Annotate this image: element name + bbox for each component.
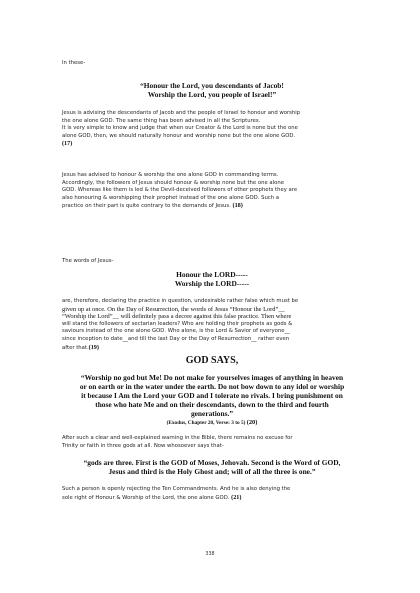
paragraph-line: It is very simple to know and judge that when our Creator & the Lord is none but the one: [62, 125, 298, 132]
paragraph-1: [62, 110, 362, 149]
quote-commandments: [62, 373, 362, 418]
quote-trinity: [62, 458, 362, 476]
reference-number: (17): [62, 140, 73, 148]
paragraph-line: Trinity or faith in three gods at all. Now whosoever says that-: [62, 442, 224, 449]
paragraph-3: [62, 298, 362, 352]
quote-honour-worship: [62, 270, 362, 288]
quote-line: “Worship no god but Me! Do not make for yourselves images of anything in heaven: [80, 373, 344, 382]
paragraph-line: saviours instead of the one alone GOD. Who alone, is the Lord & Savior of everyone__: [62, 328, 290, 335]
paragraph-2: [62, 172, 362, 211]
source-citation: [62, 419, 362, 427]
paragraph-line: “Worship the Lord”__ will definitely pass a decree against this false practice. Then where: [62, 313, 292, 321]
paragraph-line: given up at once. On the Day of Resurrection, the words of Jesus “Honour the Lord”__: [62, 305, 285, 313]
quote-line: “gods are three. First is the GOD of Moses, Jehovah. Second is the Word of GOD,: [83, 458, 341, 467]
paragraph-4: [62, 435, 362, 450]
paragraph-5: [62, 486, 362, 502]
quote-honour-lord: [62, 81, 362, 99]
quote-line: it because I Am the Lord your GOD and I tolerate no rivals. I bring punishment on: [81, 391, 343, 400]
reference-number: (20): [246, 419, 258, 426]
paragraph-line: alone GOD, then, we should naturally honour and worship none but the one alone GOD.: [62, 132, 296, 139]
paragraph-line: GOD. Whereas like them is led & the Devil-deceived followers of other prophets they are: [62, 187, 298, 194]
quote-line: Honour the LORD-----: [176, 270, 248, 279]
paragraph-line: sole right of Honour & Worship of the Lord, the one alone GOD.: [62, 494, 230, 501]
quote-line: or on earth or in the water under the earth. Do not bow down to any idol or worship: [79, 382, 345, 391]
paragraph-line: Such a person is openly rejecting the Ten Commandments. And he is also denying the: [62, 486, 291, 492]
intro-text: In these-: [62, 60, 86, 66]
citation-text: (Exodus, Chapter 20, Verse: 3 to 5): [166, 420, 246, 426]
paragraph-line: will stand the followers of sectarian leaders? Who are holding their prophets as gods &: [62, 320, 293, 327]
quote-line: Jesus and third is the Holy Ghost and; will of all the three is one.”: [108, 467, 316, 476]
paragraph-line: since inception to date__and till the last Day or the Day of Resurrection__ rather even: [62, 335, 290, 342]
paragraph-line: Jesus has advised to honour & worship the one alone GOD in commanding terms.: [62, 172, 279, 178]
paragraph-line: also honouring & worshipping their prophet instead of the one alone GOD. Such a: [62, 194, 280, 201]
paragraph-line: after that.: [62, 344, 89, 351]
paragraph-line: the one alone GOD. The same thing has been advised in all the Scriptures.: [62, 117, 261, 124]
words-of-jesus-text: The words of Jesus-: [62, 258, 114, 264]
paragraph-line: After such a clear and well-explained warning in the Bible, there remains no excuse for: [62, 435, 293, 441]
paragraph-line: practice on their part is quite contrary to the demands of Jesus.: [62, 203, 231, 210]
reference-number: (18): [232, 202, 243, 210]
page-number: 338: [205, 552, 215, 557]
paragraph-line: Accordingly, the followers of Jesus should honour & worship none but the one alone: [62, 179, 284, 186]
paragraph-line: are, therefore, declaring the practice in question, undesirable rather false which must be: [62, 298, 299, 304]
paragraph-line: Jesus is advising the descendants of Jacob and the people of Israel to honour and worship: [62, 110, 301, 116]
reference-number: (21): [231, 493, 242, 501]
god-says-heading: GOD SAYS,: [185, 355, 239, 366]
reference-number: (19): [88, 343, 99, 351]
quote-line: Worship the Lord, you people of Israel!”: [147, 90, 277, 99]
quote-line: “Honour the Lord, you descendants of Jacob!: [140, 81, 284, 90]
quote-line: Worship the LORD-----: [174, 279, 250, 288]
quote-line: those who hate Me and on their descendants, down to the third and fourth: [95, 400, 329, 409]
quote-line: generations.”: [190, 409, 234, 418]
